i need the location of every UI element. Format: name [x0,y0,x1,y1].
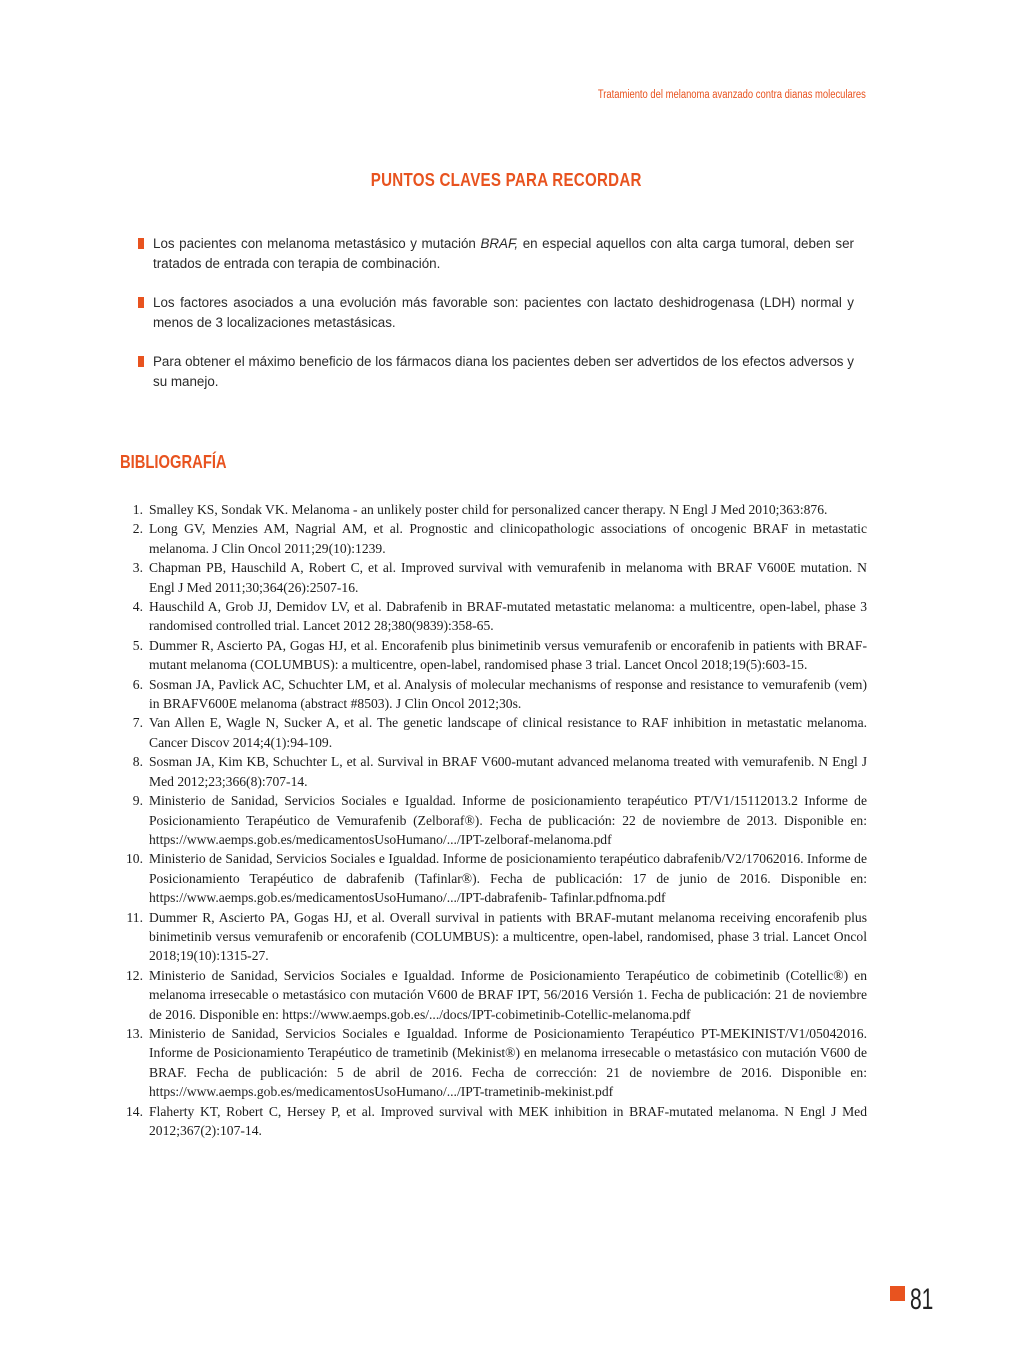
reference-number: 9. [132,793,143,809]
key-point-text-part: en especial aquellos con alta carga tumoral, deben ser tratados de entrada con terapia de combinación. [153,236,854,271]
reference-text: Ministerio de Sanidad, Servicios Sociales e Igualdad. Informe de posicionamiento terapéutico dabrafenib/V2/17062016. Informe de Posicionamiento Terapéutico de dabrafenib (Tafinlar®). Fecha de publicación: 17 de junio de 2016. Disponible en: https://www.aemps.gob.es/medicamentosUsoHumano/.../IPT-dabrafenib- Tafinlar.pdfnoma.pdf [149,851,867,906]
key-points-title [0,170,1012,191]
reference-number: 5. [132,637,143,653]
reference-text: Ministerio de Sanidad, Servicios Sociales e Igualdad. Informe de Posicionamiento Terapéutico PT-MEKINIST/V1/05042016. Informe de Posicionamiento Terapéutico de trametinib (Mekinist®) en melanoma irresecable o metastásico con mutación V600 de BRAF. Fecha de publicación: 5 de abril de 2016. Fecha de corrección: 21 de noviembre de 2016. Disponible en: https://www.aemps.gob.es/medicamentosUsoHumano/.../IPT-trametinib-mekinist.pdf [149,1025,867,1100]
reference-number: 7. [132,715,143,731]
reference-item [119,1024,867,1102]
key-point-text [153,234,854,274]
reference-item [119,908,867,966]
reference-item [119,636,867,675]
page-marker-square-icon [890,1286,905,1301]
reference-number: 14. [126,1103,143,1119]
reference-number: 10. [126,851,143,867]
key-point-item [138,234,854,274]
reference-text: Chapman PB, Hauschild A, Robert C, et al. Improved survival with vemurafenib in melanoma with BRAF V600E mutation. N Engl J Med 2011;30;364(26):2507-16. [149,560,867,595]
reference-item [119,597,867,636]
reference-number: 1. [132,502,143,517]
reference-number: 6. [132,676,143,692]
reference-text: Sosman JA, Pavlick AC, Schuchter LM, et al. Analysis of molecular mechanisms of response and resistance to vemurafenib (vem) in BRAFV600E melanoma (abstract #8503). J Clin Oncol 2012;30s. [149,676,867,712]
reference-text: Sosman JA, Kim KB, Schuchter L, et al. Survival in BRAF V600-mutant advanced melanoma treated with vemurafenib. N Engl J Med 2012;23;366(8):707-14. [149,754,867,789]
gene-name-italic: BRAF, [480,236,519,251]
reference-text: Ministerio de Sanidad, Servicios Sociales e Igualdad. Informe de posicionamiento terapéutico PT/V1/15112013.2 Informe de Posicionamiento Terapéutico de Vemurafenib (Zelboraf®). Fecha de publicación: 22 de noviembre de 2013. Disponible en: https://www.aemps.gob.es/medicamentosUsoHumano/.../IPT-zelboraf-melanoma.pdf [149,793,867,847]
reference-item [119,791,867,849]
key-points-title-text: PUNTOS CLAVES PARA RECORDAR [370,170,642,190]
reference-number: 3. [132,560,143,576]
key-point-item [138,352,854,392]
bullet-square-icon [138,238,144,249]
reference-text: Smalley KS, Sondak VK. Melanoma - an unlikely poster child for personalized cancer therapy. N Engl J Med 2010;363:876. [149,502,828,517]
reference-item [119,1102,867,1141]
reference-item [119,713,867,752]
key-point-text: Los factores asociados a una evolución más favorable son: pacientes con lactato deshidrogenasa (LDH) normal y menos de 3 localizaciones metastásicas. [153,295,854,330]
reference-item [119,558,867,597]
reference-number: 11. [126,909,143,925]
reference-item [119,752,867,791]
reference-text: Hauschild A, Grob JJ, Demidov LV, et al. Dabrafenib in BRAF-mutated metastatic melanoma: a multicentre, open-label, phase 3 randomised controlled trial. Lancet 2012 28;380(9839):358-65. [149,599,867,634]
key-point-text: Para obtener el máximo beneficio de los fármacos diana los pacientes deben ser advertidos de los efectos adversos y su manejo. [153,354,854,389]
reference-number: 2. [132,521,143,537]
page-number: 81 [910,1283,934,1316]
reference-text: Dummer R, Ascierto PA, Gogas HJ, et al. Encorafenib plus binimetinib versus vemurafenib or encorafenib in patients with BRAF-mutant melanoma (COLUMBUS): a multicentre, open-label, randomised phase 3 trial. Lancet Oncol 2018;19(5):603-15. [149,637,867,673]
key-points-list [138,234,854,411]
key-point-text-part: Los pacientes con melanoma metastásico y mutación [153,236,481,251]
reference-item [119,519,867,558]
reference-item [119,966,867,1024]
bullet-square-icon [138,297,144,308]
key-point-item [138,293,854,333]
reference-number: 13. [126,1025,143,1041]
reference-number: 4. [132,599,143,615]
reference-number: 12. [126,967,143,983]
running-header: Tratamiento del melanoma avanzado contra dianas moleculares [597,89,866,101]
reference-text: Van Allen E, Wagle N, Sucker A, et al. The genetic landscape of clinical resistance to RAF inhibition in metastatic melanoma. Cancer Discov 2014;4(1):94-109. [149,715,867,750]
bullet-square-icon [138,356,144,367]
bibliography-title: BIBLIOGRAFÍA [120,452,227,472]
reference-item [119,675,867,714]
reference-number: 8. [132,754,143,770]
reference-item [119,849,867,907]
reference-item [119,500,867,519]
reference-list [119,500,867,1140]
reference-text: Flaherty KT, Robert C, Hersey P, et al. Improved survival with MEK inhibition in BRAF-mutated melanoma. N Engl J Med 2012;367(2):107-14. [149,1103,867,1138]
reference-text: Dummer R, Ascierto PA, Gogas HJ, et al. Overall survival in patients with BRAF-mutant melanoma receiving encorafenib plus binimetinib versus vemurafenib or encorafenib (COLUMBUS): a multicentre, open-label, randomised, phase 3 trial. Lancet Oncol 2018;19(10):1315-27. [149,909,867,964]
reference-text: Long GV, Menzies AM, Nagrial AM, et al. Prognostic and clinicopathologic associations of oncogenic BRAF in metastatic melanoma. J Clin Oncol 2011;29(10):1239. [149,521,867,556]
reference-text: Ministerio de Sanidad, Servicios Sociales e Igualdad. Informe de Posicionamiento Terapéutico de cobimetinib (Cotellic®) en melanoma irresecable o metastásico con mutación V600 de BRAF IPT, 56/2016 Versión 1. Fecha de publicación: 21 de noviembre de 2016. Disponible en: https://www.aemps.gob.es/.../docs/IPT-cobimetinib-Cotellic-melanoma.pdf [149,967,867,1022]
